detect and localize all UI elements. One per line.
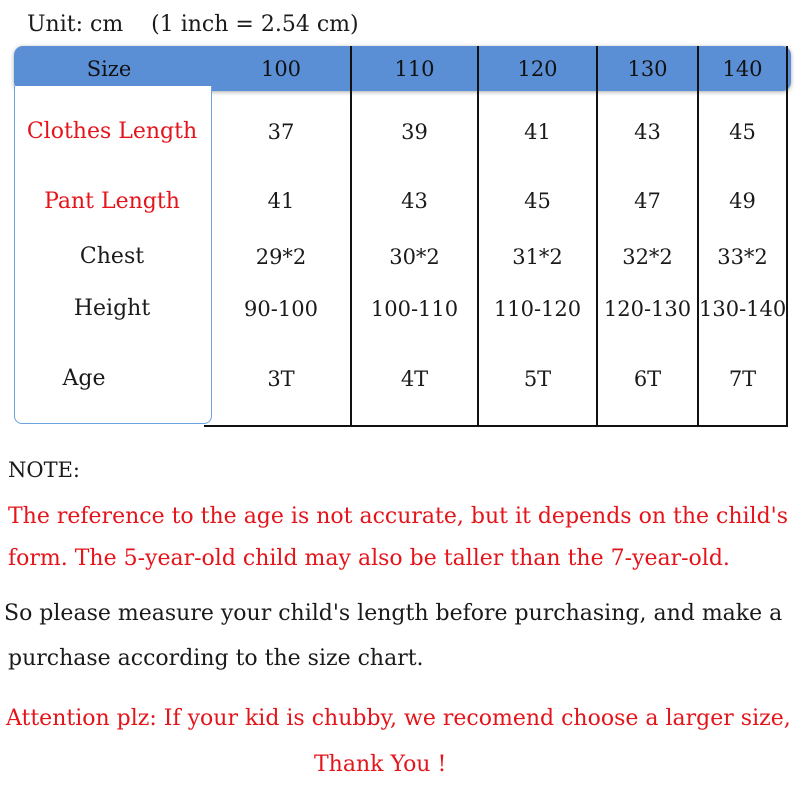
- table-cell: 45: [729, 120, 756, 144]
- table-cell: 5T: [523, 367, 552, 391]
- table-cell: 31*2: [512, 245, 563, 269]
- table-cell: 120-130: [603, 297, 692, 321]
- table-cell: 32*2: [622, 245, 673, 269]
- table-cell: 4T: [400, 367, 429, 391]
- row-label-chest: Chest: [79, 244, 145, 269]
- unit-label: Unit: cm (1 inch = 2.54 cm): [27, 12, 359, 37]
- table-cell: 37: [267, 120, 295, 144]
- thank-you-text: Thank You !: [314, 752, 447, 777]
- header-size-100: 100: [260, 57, 302, 81]
- table-cell: 47: [634, 189, 661, 213]
- header-size-130: 130: [627, 57, 668, 81]
- table-cell: 7T: [728, 367, 757, 391]
- header-size-110: 110: [394, 57, 435, 81]
- table-cell: 100-110: [370, 297, 459, 321]
- header-size-120: 120: [517, 57, 558, 81]
- note-black-line-1: So please measure your child's length before purchasing, and make a: [4, 601, 783, 626]
- table-cell: 43: [401, 189, 428, 213]
- attention-line: Attention plz: If your kid is chubby, we recomend choose a larger size,: [6, 706, 791, 731]
- table-cell: 49: [729, 189, 756, 213]
- row-label-height: Height: [73, 296, 151, 321]
- table-cell: 39: [401, 120, 428, 144]
- table-cell: 3T: [267, 367, 295, 391]
- row-label-pant-length: Pant Length: [44, 189, 180, 214]
- table-cell: 41: [267, 189, 295, 213]
- table-cell: 41: [524, 120, 551, 144]
- table-cell: 30*2: [389, 245, 440, 269]
- note-black-line-2: purchase according to the size chart.: [8, 646, 424, 671]
- table-cell: 43: [634, 120, 661, 144]
- header-size-label: Size: [86, 57, 132, 81]
- table-cell: 33*2: [717, 245, 768, 269]
- table-cell: 29*2: [255, 245, 307, 269]
- table-cell: 45: [524, 189, 551, 213]
- row-label-clothes-length: Clothes Length: [26, 119, 198, 144]
- header-size-140: 140: [722, 57, 763, 81]
- table-cell: 90-100: [244, 297, 318, 321]
- table-cell: 110-120: [493, 297, 582, 321]
- column-divider: [786, 46, 788, 425]
- note-heading: NOTE:: [8, 458, 81, 482]
- note-red-line-1: The reference to the age is not accurate, but it depends on the child's: [8, 504, 788, 529]
- table-cell: 6T: [633, 367, 662, 391]
- note-red-line-2: form. The 5-year-old child may also be taller than the 7-year-old.: [8, 546, 730, 571]
- row-label-age: Age: [62, 366, 106, 391]
- table-cell: 130-140: [699, 297, 787, 321]
